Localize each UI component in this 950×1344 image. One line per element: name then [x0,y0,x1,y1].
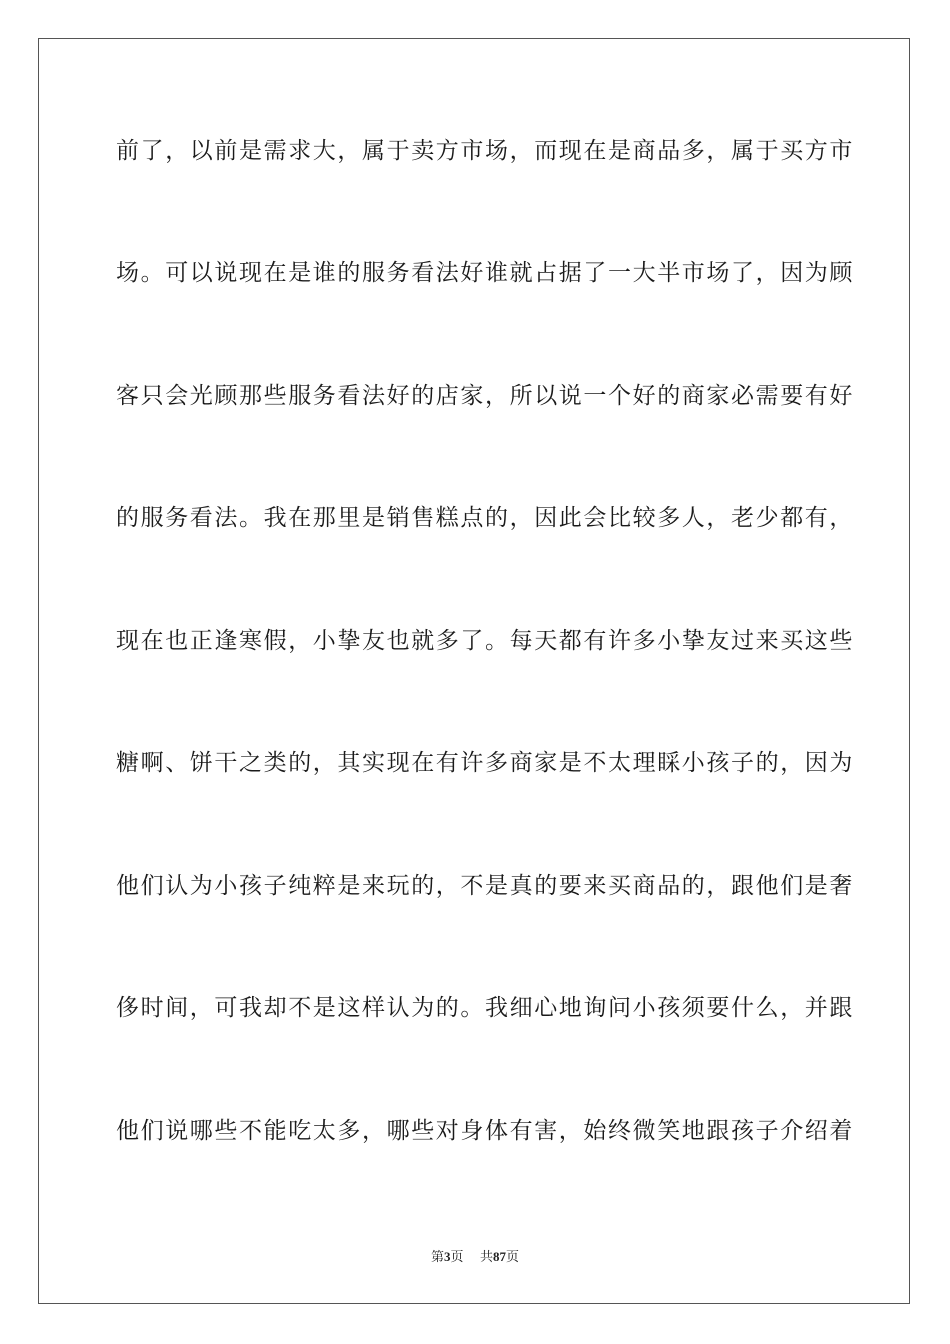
paragraph-line: 他们说哪些不能吃太多，哪些对身体有害，始终微笑地跟孩子介绍着 [116,1118,854,1144]
total-suffix: 页 [506,1250,520,1265]
paragraph-line: 糖啊、饼干之类的，其实现在有许多商家是不太理睬小孩子的，因为 [116,750,854,776]
page-prefix: 第 [430,1250,444,1265]
paragraph-line: 他们认为小孩子纯粹是来玩的，不是真的要来买商品的，跟他们是奢 [116,873,854,899]
paragraph-line: 前了，以前是需求大，属于卖方市场，而现在是商品多，属于买方市 [116,138,854,164]
page-number: 3 [443,1249,451,1264]
page-suffix: 页 [450,1250,464,1265]
paragraph-line: 场。可以说现在是谁的服务看法好谁就占据了一大半市场了，因为顾 [116,260,854,286]
paragraph-line: 现在也正逢寒假，小挚友也就多了。每天都有许多小挚友过来买这些 [116,628,854,654]
total-prefix: 共 [480,1250,494,1265]
total-pages: 87 [493,1249,507,1264]
paragraph-line: 的服务看法。我在那里是销售糕点的，因此会比较多人，老少都有， [116,505,854,531]
page-border [38,38,910,1304]
paragraph-line: 客只会光顾那些服务看法好的店家，所以说一个好的商家必需要有好 [116,383,854,409]
page-footer [0,1248,950,1267]
paragraph-line: 侈时间，可我却不是这样认为的。我细心地询问小孩须要什么，并跟 [116,995,854,1021]
